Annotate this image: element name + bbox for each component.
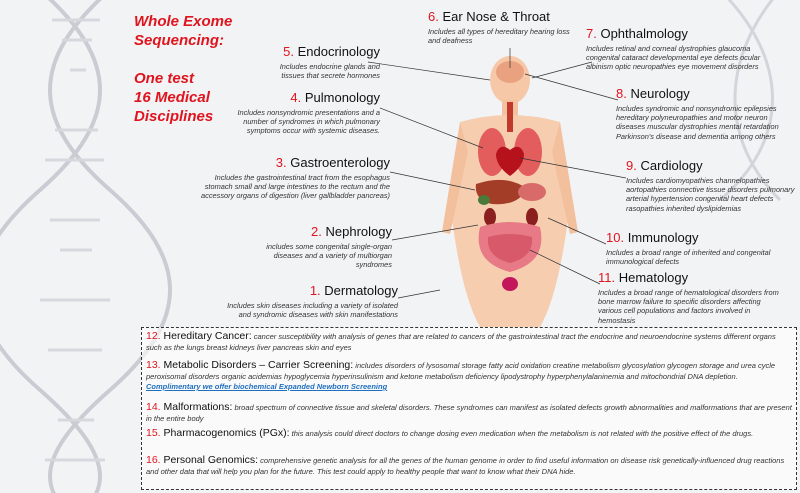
discipline-number: 5. xyxy=(283,44,294,59)
discipline-description: Includes a broad range of inherited and congenital immunological defects xyxy=(606,248,771,267)
discipline-number: 1. xyxy=(309,283,321,298)
discipline-name: Neurology xyxy=(630,86,690,101)
item-name: Metabolic Disorders – Carrier Screening: xyxy=(163,359,354,371)
bottom-item-personal-genomics xyxy=(146,455,792,477)
discipline-number: 2. xyxy=(311,224,322,239)
item-description: broad spectrum of connective tissue and skeletal disorders. These syndromes can manifest as isolated defects growth abnormalities and malformations that are present in the entire body xyxy=(146,403,792,423)
discipline-gastroenterology xyxy=(192,155,390,201)
discipline-number: 11. xyxy=(598,270,616,285)
discipline-name: Nephrology xyxy=(325,224,392,239)
title-line-1: Whole Exome xyxy=(134,13,233,30)
bottom-item-malformations xyxy=(146,402,792,424)
discipline-ophthalmology xyxy=(586,26,786,72)
bottom-item-hereditary-cancer xyxy=(146,331,792,353)
title-line-2: Sequencing: xyxy=(134,32,225,49)
item-name: Personal Genomics: xyxy=(163,454,259,466)
item-description: includes disorders of lysosomal storage fatty acid oxidation creatine metabolism glycosylation glycogen storage and urea cycle peroxisomal disorders organic acidemias hypoglycemia hyperinsulinism and ketone metabolism deficiency lipodystrophy hyperphenylalaninemia and mitochondrial DNA depletion. xyxy=(146,361,776,381)
newborn-screening-link[interactable]: Complimentary we offer biochemical Expanded Newborn Screening xyxy=(146,382,388,391)
discipline-ent xyxy=(428,9,578,45)
item-description: cancer susceptibility with analysis of genes that are related to cancers of the gastrointestinal tract the endocrine and neuroendocrine systems different organs such as the lungs breast kidneys liver pancreas skin and eyes xyxy=(146,332,776,352)
discipline-name: Hematology xyxy=(618,270,689,285)
discipline-name: Endocrinology xyxy=(297,44,380,59)
discipline-description: Includes skin diseases including a variety of isolated and syndromic diseases with skin manifestations xyxy=(227,301,398,320)
discipline-description: includes some congenital single-organ diseases and a variety of multiorgan syndromes xyxy=(266,242,392,270)
discipline-name: Pulmonology xyxy=(304,90,380,105)
discipline-description: Includes a broad range of hematological disorders from bone marrow failure to specific disorders affecting various cell populations and factors involved in hemostasis xyxy=(598,288,779,325)
item-name: Malformations: xyxy=(163,401,233,413)
discipline-dermatology xyxy=(226,283,398,319)
additional-disciplines-box xyxy=(141,327,797,490)
item-name: Hereditary Cancer: xyxy=(163,330,252,342)
discipline-number: 7. xyxy=(586,26,597,41)
discipline-hematology xyxy=(598,270,780,325)
item-number: 14. xyxy=(146,401,161,413)
discipline-name: Immunology xyxy=(627,230,699,245)
item-number: 15. xyxy=(146,427,161,439)
discipline-number: 6. xyxy=(428,9,439,24)
title-line-5: Disciplines xyxy=(134,108,214,125)
discipline-number: 8. xyxy=(616,86,627,101)
discipline-neurology xyxy=(616,86,796,141)
bottom-item-metabolic-disorders xyxy=(146,360,792,393)
discipline-endocrinology xyxy=(256,44,380,80)
discipline-number: 4. xyxy=(290,90,302,105)
discipline-pulmonology xyxy=(232,90,380,136)
discipline-description: Includes cardiomyopathies channelopathies aortopathies connective tissue disorders pulmonary arterial hypertension congenital heart defects rasopathies inherited dyslipidemias xyxy=(626,176,795,213)
discipline-number: 9. xyxy=(626,158,637,173)
discipline-immunology xyxy=(606,230,776,266)
item-name: Pharmacogenomics (PGx): xyxy=(163,427,290,439)
discipline-name: Dermatology xyxy=(324,283,398,298)
discipline-description: Includes retinal and corneal dystrophies glaucoma congenital cataract developmental eye defects ocular albinism optic neuropathies eye movement disorders xyxy=(586,44,761,72)
item-number: 12. xyxy=(146,330,161,342)
discipline-name: Ophthalmology xyxy=(600,26,688,41)
discipline-name: Cardiology xyxy=(640,158,703,173)
discipline-number: 10. xyxy=(606,230,625,245)
discipline-nephrology xyxy=(240,224,392,270)
discipline-name: Ear Nose & Throat xyxy=(442,9,550,24)
discipline-description: Includes the gastrointestinal tract from the esophagus stomach small and large intestines to the rectum and the accessory organs of digestion (liver gallbladder pancreas) xyxy=(201,173,390,201)
discipline-cardiology xyxy=(626,158,796,213)
item-description: comprehensive genetic analysis for all the genes of the human genome in order to find useful information on disease risk genetically-influenced drug reactions and other data that will help you plan for the future. This test could apply to healthy people that want to know what their DNA hide. xyxy=(146,456,785,476)
title-line-4: 16 Medical xyxy=(134,89,210,106)
discipline-description: Includes syndromic and nonsyndromic epilepsies hereditary polyneuropathies and motor neuron diseases muscular dystrophies mental retardation Parkinson's disease and dementia among others xyxy=(616,104,779,141)
item-number: 16. xyxy=(146,454,161,466)
item-description: this analysis could direct doctors to change dosing even medication when the metabolism is not related with the positive effect of the drugs. xyxy=(291,429,754,438)
discipline-description: Includes nonsyndromic presentations and a number of syndromes in which pulmonary symptoms occur with systemic diseases. xyxy=(237,108,380,136)
discipline-description: Includes endocrine glands and tissues that secrete hormones xyxy=(279,62,380,81)
bottom-item-pharmacogenomics xyxy=(146,428,792,440)
discipline-number: 3. xyxy=(275,155,287,170)
discipline-name: Gastroenterology xyxy=(290,155,390,170)
item-number: 13. xyxy=(146,359,161,371)
discipline-description: Includes all types of hereditary hearing loss and deafness xyxy=(428,27,570,46)
title-line-3: One test xyxy=(134,70,195,87)
